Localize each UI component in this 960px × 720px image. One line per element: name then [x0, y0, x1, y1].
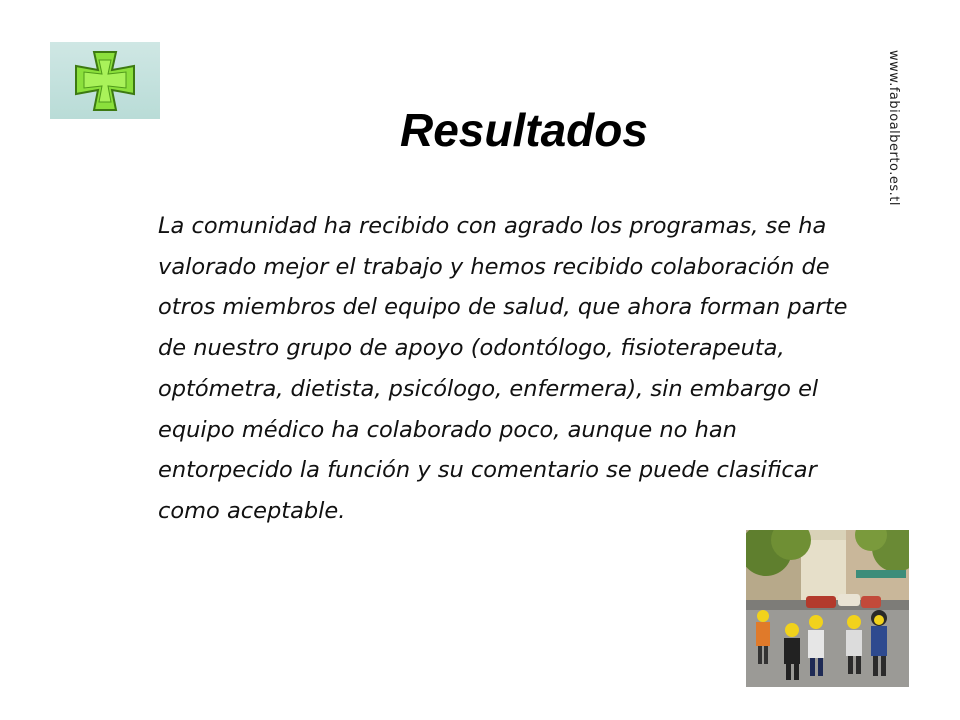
green-cross-logo [50, 42, 160, 119]
slide-title: Resultados [400, 104, 648, 156]
street-cartoon-figures-image [746, 530, 909, 687]
green-cross-icon [72, 50, 138, 112]
street-cartoon-photo [746, 530, 909, 687]
slide-body-text: La comunidad ha recibido con agrado los programas, se ha valorado mejor el trabajo y hemos recibido colaboración de otros miembros del equipo de salud, que ahora forman parte de nuestro grupo de apoyo (odontólogo, fisioterapeuta, optómetra, dietista, psicólogo, enfermera), sin embargo el equipo médico ha colaborado poco, aunque no han entorpecido la función y su comentario se puede clasificar como aceptable. [158, 213, 848, 524]
website-url-vertical: www.fabioalberto.es.tl [886, 50, 901, 206]
